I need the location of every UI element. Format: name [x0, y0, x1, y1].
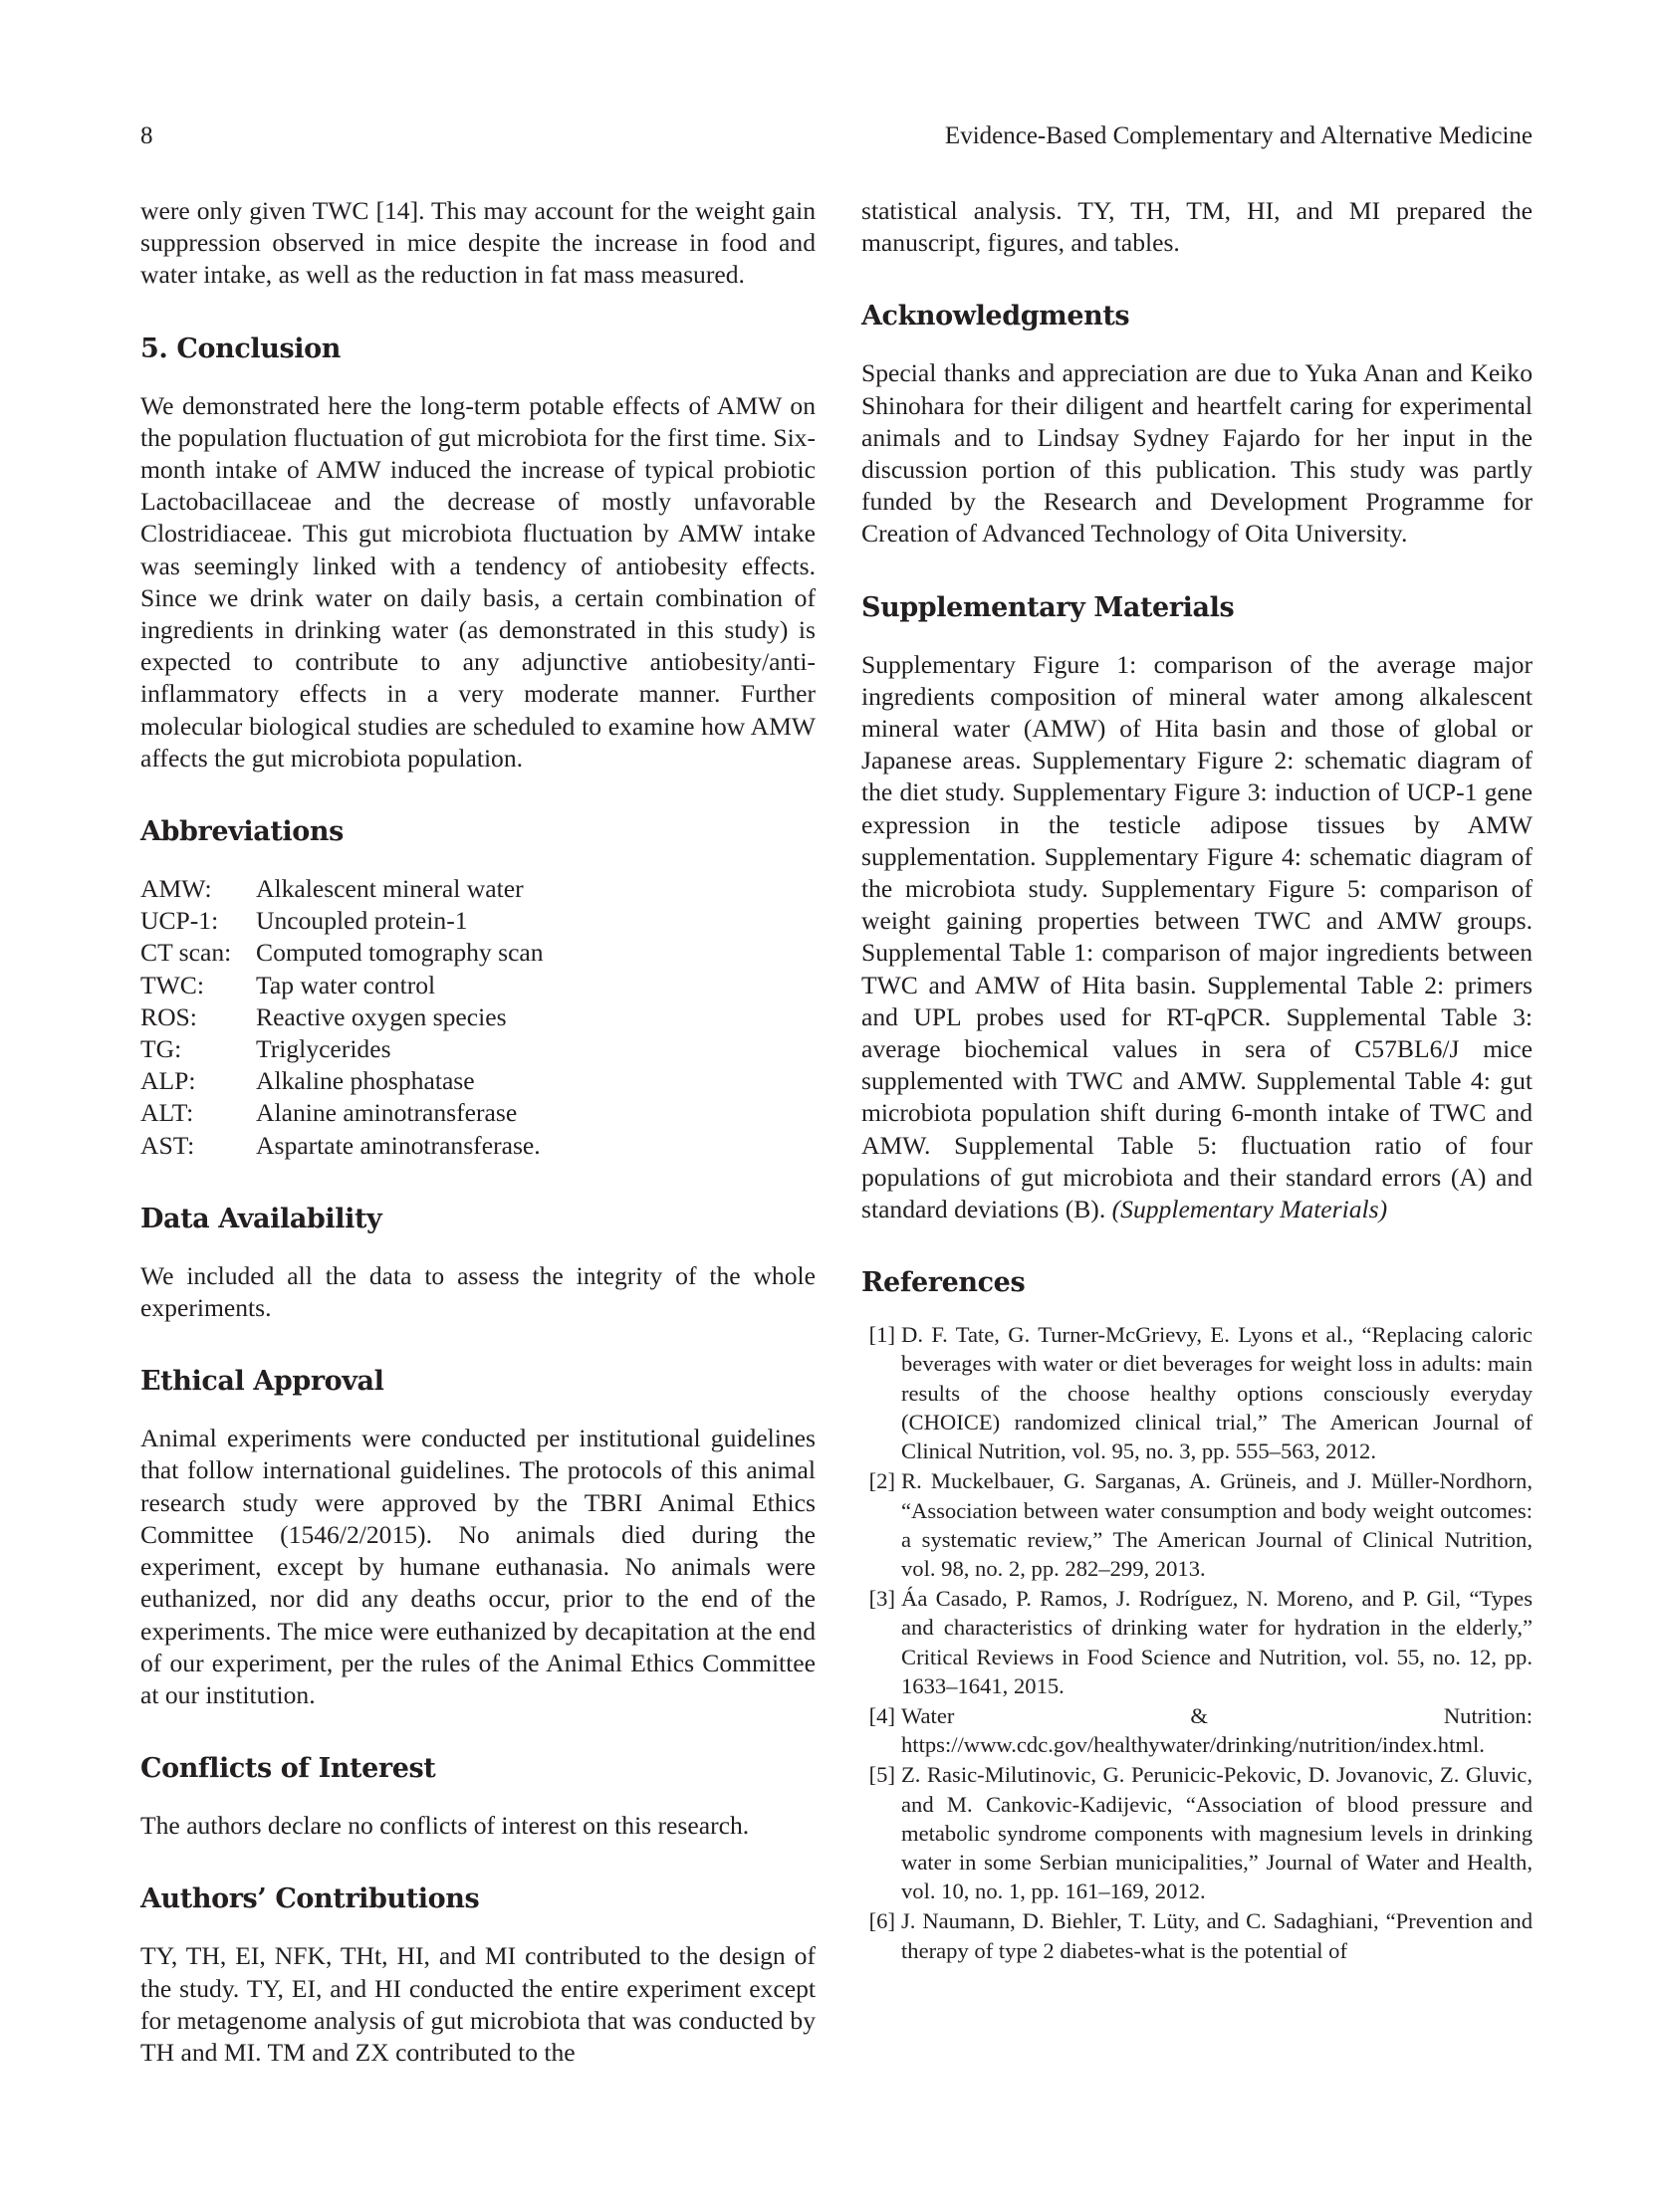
abbr-term: ALT: [140, 1098, 194, 1128]
reference-text: R. Muckelbauer, G. Sarganas, A. Grüneis, and J. Müller-Nordhorn, “Association between water consumption and body weight outcomes: a systematic review,” The American Journal of Clinical Nutrition, vol. 98, no. 2, pp. 282–299, 2013. [901, 1468, 1533, 1581]
abbr-term: ROS: [140, 1001, 197, 1031]
abbr-definition: Tap water control [256, 970, 436, 999]
conclusion-heading: 5. Conclusion [140, 332, 341, 364]
abbr-definition: Computed tomography scan [256, 938, 544, 968]
reference-item [861, 1320, 1533, 1465]
reference-item [861, 1760, 1533, 1905]
abbr-term: ALP: [140, 1066, 196, 1096]
abbr-definition: Alkaline phosphatase [256, 1066, 475, 1096]
acknowledgments-heading: Acknowledgments [861, 301, 1130, 332]
reference-text: Áa Casado, P. Ramos, J. Rodríguez, N. Moreno, and P. Gil, “Types and characteristics of drinking water for hydration in the elderly,” Critical Reviews in Food Science and Nutrition, vol. 55, no. 12, pp. 1633–1641, 2015. [901, 1586, 1533, 1698]
reference-text: Z. Rasic-Milutinovic, G. Perunicic-Pekovic, D. Jovanovic, Z. Gluvic, and M. Cankovic-Kadijevic, “Association of blood pressure and metabolic syndrome components with magnesium levels in drinking water in some Serbian municipalities,” Journal of Water and Health, vol. 10, no. 1, pp. 161–169, 2012. [901, 1762, 1533, 1904]
reference-number: [4] [868, 1702, 895, 1728]
reference-text: J. Naumann, D. Biehler, T. Lüty, and C. Sadaghiani, “Prevention and therapy of type 2 diabetes-what is the potential of [901, 1908, 1533, 1963]
abbr-definition: Alkalescent mineral water [256, 874, 524, 904]
acknowledgments-text: Special thanks and appreciation are due to Yuka Anan and Keiko Shinohara for their diligent and heartfelt caring for experimental animals and to Lindsay Sydney Fajardo for her input in the discussion portion of this publication. This study was partly funded by the Research and Development Programme for Creation of Advanced Technology of Oita University. [861, 358, 1533, 549]
abbr-definition: Aspartate aminotransferase. [256, 1130, 541, 1160]
supplementary-description: Supplementary Figure 1: comparison of the average major ingredients composition of mineral water among alkalescent mineral water (AMW) of Hita basin and those of global or Japanese areas. Supplementary Figure 2: schematic diagram of the diet study. Supplementary Figure 3: induction of UCP-1 gene expression in the testicle adipose tissues by AMW supplementation. Supplementary Figure 4: schematic diagram of the microbiota study. Supplementary Figure 5: comparison of weight gaining properties between TWC and AMW groups. Supplemental Table 1: comparison of major ingredients between TWC and AMW of Hita basin. Supplemental Table 2: primers and UPL probes used for RT-qPCR. Supplemental Table 3: average biochemical values in sera of C57BL6/J mice supplemented with TWC and AMW. Supplemental Table 4: gut microbiota population shift during 6-month intake of TWC and AMW. Supplemental Table 5: fluctuation ratio of four populations of gut microbiota and their standard errors (A) and standard deviations (B). [861, 649, 1533, 1224]
intro-paragraph: were only given TWC [14]. This may account for the weight gain suppression observed in mice despite the increase in food and water intake, as well as the reduction in fat mass measured. [140, 196, 816, 290]
journal-title: Evidence-Based Complementary and Alternative Medicine [944, 122, 1533, 149]
left-column [140, 195, 816, 2069]
reference-number: [5] [868, 1762, 895, 1788]
reference-item [861, 1906, 1533, 1964]
abbr-term: TWC: [140, 970, 204, 999]
abbr-term: AMW: [140, 874, 212, 904]
data-availability-heading: Data Availability [140, 1203, 382, 1234]
conflicts-text: The authors declare no conflicts of interest on this research. [140, 1811, 750, 1841]
references-heading: References [861, 1267, 1026, 1299]
page-number: 8 [140, 122, 153, 149]
conflicts-heading: Conflicts of Interest [140, 1753, 436, 1785]
abbreviations-list [140, 873, 816, 1162]
abbr-definition: Triglycerides [256, 1034, 391, 1064]
right-column [861, 195, 1533, 1966]
reference-number: [6] [868, 1908, 895, 1934]
data-availability-text: We included all the data to assess the integrity of the whole experiments. [140, 1260, 816, 1323]
conclusion-text: We demonstrated here the long-term potable effects of AMW on the population fluctuation of gut microbiota for the first time. Six-month intake of AMW induced the increase of typical probiotic Lactobacillaceae and the decrease of mostly unfavorable Clostridiaceae. This gut microbiota fluctuation by AMW intake was seemingly linked with a tendency of antiobesity effects. Since we drink water on daily basis, a certain combination of ingredients in drinking water (as demonstrated in this study) is expected to contribute to any adjunctive antiobesity/anti-inflammatory effects in a very moderate manner. Further molecular biological studies are scheduled to examine how AMW affects the gut microbiota population. [140, 390, 816, 773]
reference-number: [3] [868, 1586, 895, 1612]
abbr-definition: Reactive oxygen species [256, 1001, 507, 1031]
reference-number: [1] [868, 1322, 895, 1348]
running-header [140, 119, 1533, 153]
abbr-definition: Alanine aminotransferase [256, 1098, 518, 1128]
reference-text: Water & Nutrition: https://www.cdc.gov/healthywater/drinking/nutrition/index.html. [901, 1702, 1533, 1758]
abbr-term: CT scan: [140, 938, 232, 968]
reference-item [861, 1701, 1533, 1759]
contributions-heading: Authors’ Contributions [140, 1883, 480, 1915]
reference-number: [2] [868, 1468, 895, 1494]
abbr-term: TG: [140, 1034, 182, 1064]
ethical-approval-heading: Ethical Approval [140, 1366, 384, 1398]
supplementary-text [861, 649, 1533, 1226]
supplementary-materials-link[interactable]: (Supplementary Materials) [1111, 1195, 1388, 1224]
supplementary-heading: Supplementary Materials [861, 591, 1235, 623]
abbr-term: UCP-1: [140, 906, 219, 936]
abbreviations-heading: Abbreviations [140, 816, 344, 848]
reference-item [861, 1466, 1533, 1583]
references-list [861, 1320, 1533, 1964]
abbr-term: AST: [140, 1130, 195, 1160]
contributions-text-continued: statistical analysis. TY, TH, TM, HI, and MI prepared the manuscript, figures, and tables. [861, 196, 1533, 258]
reference-text: D. F. Tate, G. Turner-McGrievy, E. Lyons et al., “Replacing caloric beverages with water or diet beverages for weight loss in adults: main results of the choose healthy options consciously everyday (CHOICE) randomized clinical trial,” The American Journal of Clinical Nutrition, vol. 95, no. 3, pp. 555–563, 2012. [901, 1322, 1533, 1464]
contributions-text: TY, TH, EI, NFK, THt, HI, and MI contributed to the design of the study. TY, EI, and HI conducted the entire experiment except for metagenome analysis of gut microbiota that was conducted by TH and MI. TM and ZX contributed to the [140, 1941, 816, 2067]
abbr-definition: Uncoupled protein-1 [256, 906, 468, 936]
reference-item [861, 1584, 1533, 1700]
ethical-approval-text: Animal experiments were conducted per institutional guidelines that follow international guidelines. The protocols of this animal research study were approved by the TBRI Animal Ethics Committee (1546/2/2015). No animals died during the experiment, except by humane euthanasia. No animals were euthanized, nor did any deaths occur, prior to the end of the experiments. The mice were euthanized by decapitation at the end of our experiment, per the rules of the Animal Ethics Committee at our institution. [140, 1424, 816, 1709]
